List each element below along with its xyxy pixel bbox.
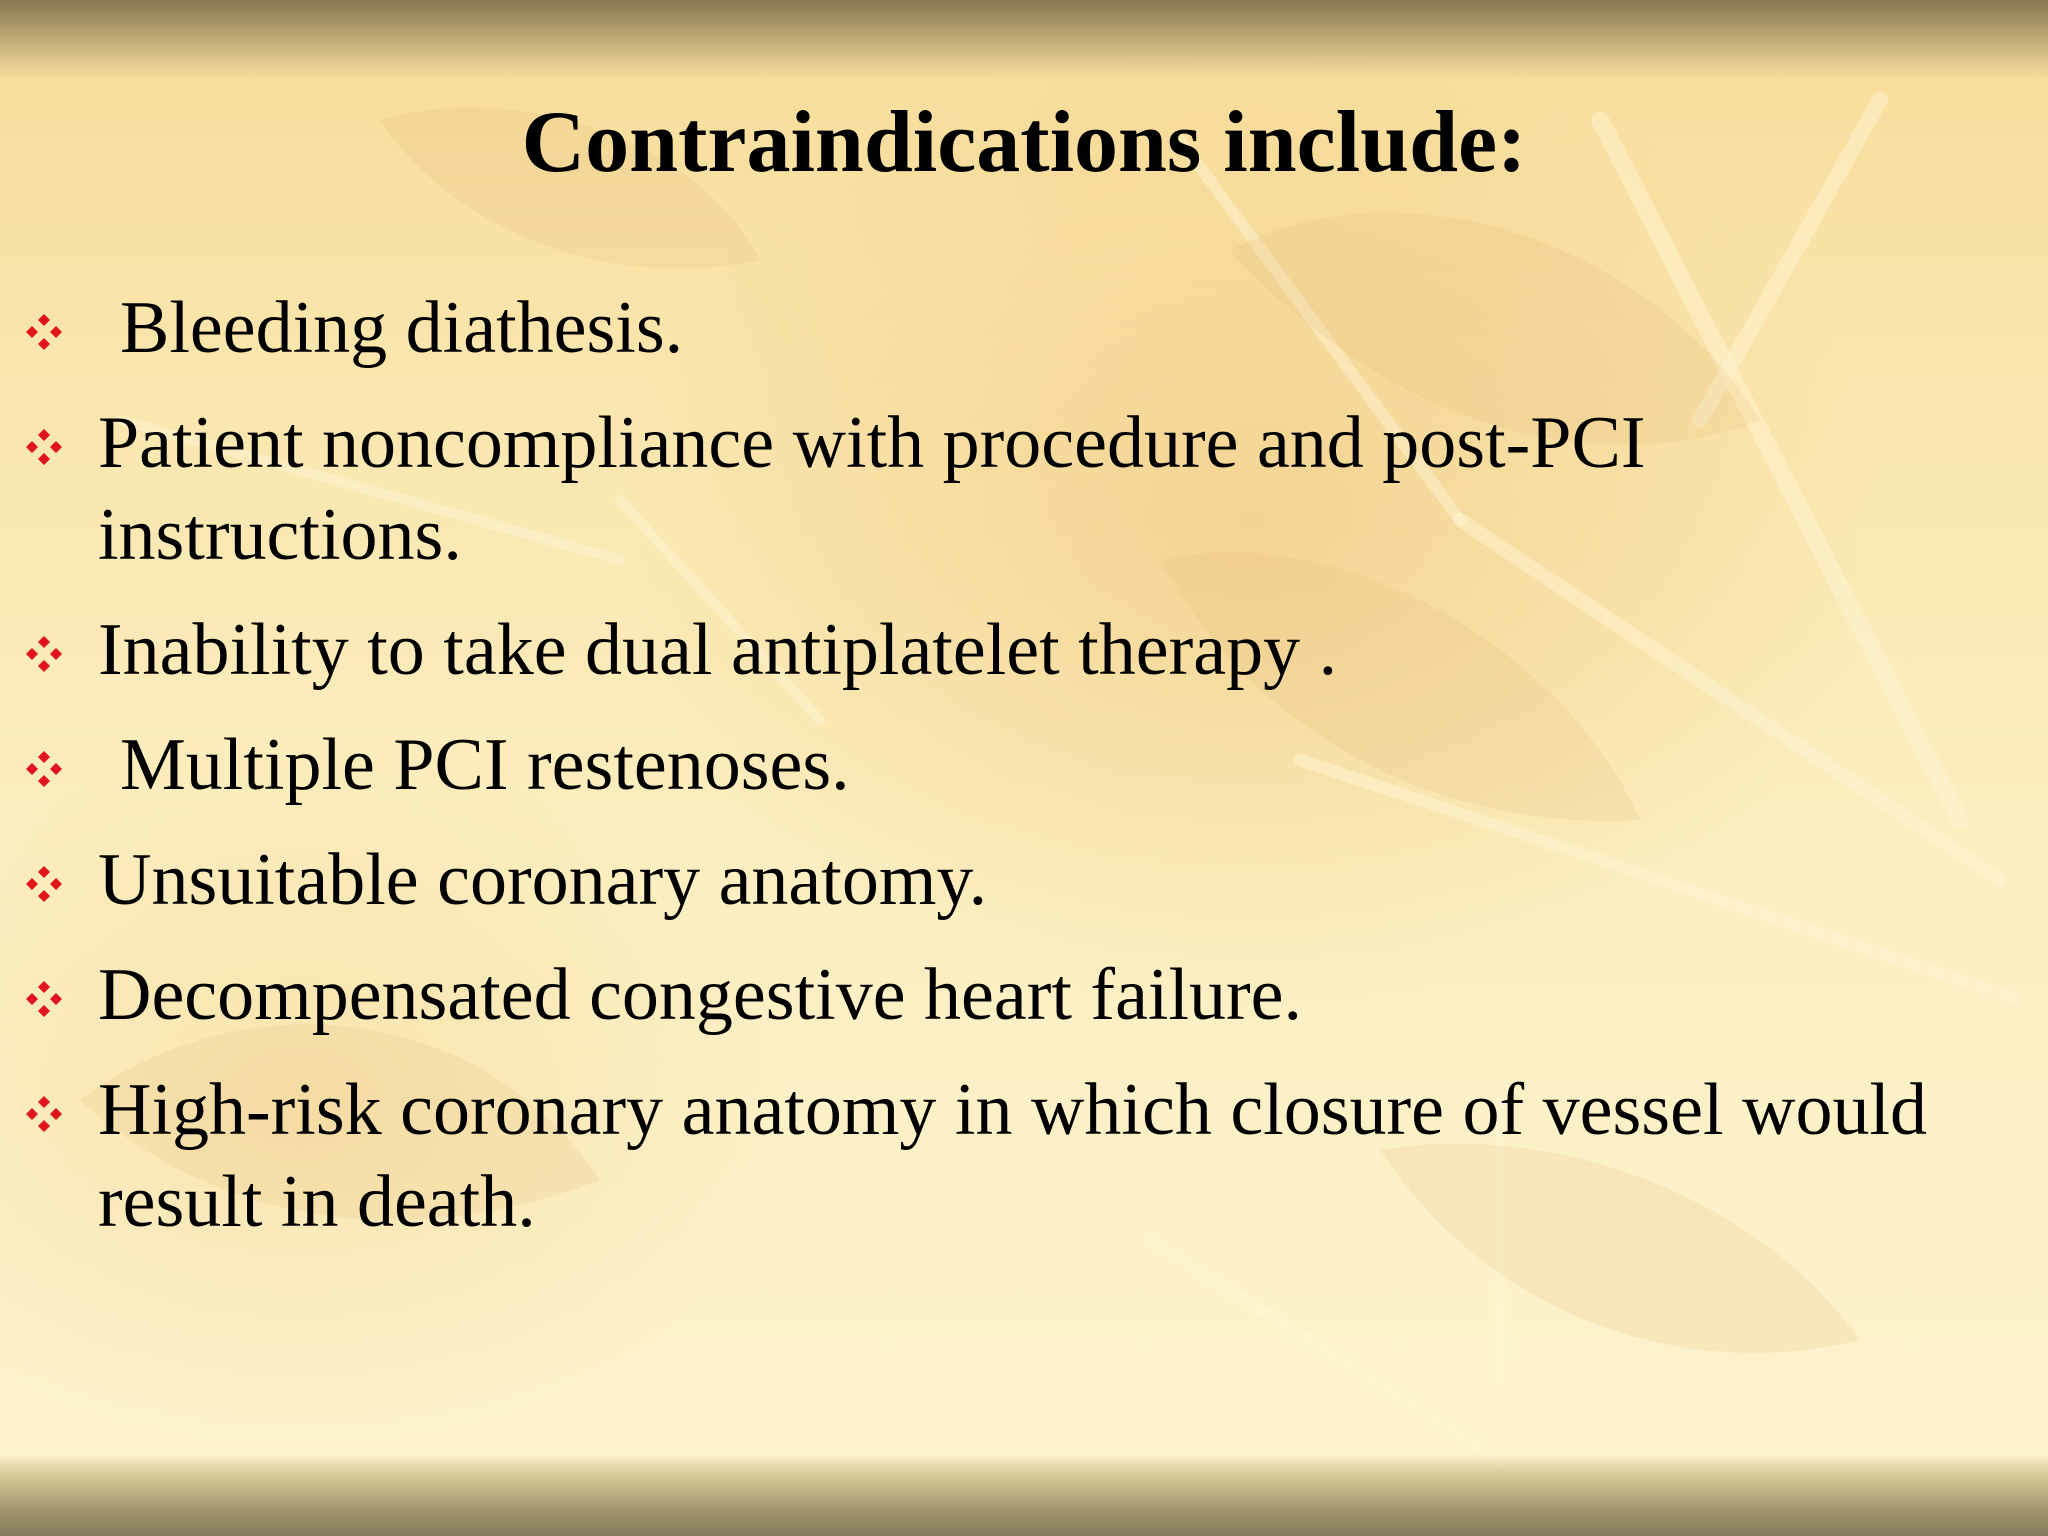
list-item <box>0 604 1960 696</box>
bottom-decorative-band <box>0 1454 2048 1536</box>
red-four-diamond-bullet-icon <box>26 981 62 1017</box>
list-item-text: Decompensated congestive heart failure. <box>98 954 1303 1036</box>
list-item <box>0 397 1960 581</box>
list-item-text: Patient noncompliance with procedure and post-PCI instructions. <box>98 402 1646 576</box>
red-four-diamond-bullet-icon <box>26 314 62 350</box>
list-item <box>0 949 1960 1041</box>
red-four-diamond-bullet-icon <box>26 751 62 787</box>
red-four-diamond-bullet-icon <box>26 1096 62 1132</box>
list-item <box>0 282 1960 374</box>
red-four-diamond-bullet-icon <box>26 866 62 902</box>
list-item-text: Inability to take dual antiplatelet therapy . <box>98 609 1338 691</box>
red-four-diamond-bullet-icon <box>26 636 62 672</box>
slide-title: Contraindications include: <box>521 94 1527 191</box>
red-four-diamond-bullet-icon <box>26 429 62 465</box>
list-item-text: Unsuitable coronary anatomy. <box>98 839 988 921</box>
list-item-text: Multiple PCI restenoses. <box>120 724 850 806</box>
list-item-text: Bleeding diathesis. <box>120 287 684 369</box>
contraindications-list <box>0 282 1960 1271</box>
list-item <box>0 719 1960 811</box>
list-item <box>0 834 1960 926</box>
list-item <box>0 1064 1960 1248</box>
list-item-text: High-risk coronary anatomy in which closure of vessel would result in death. <box>98 1069 1928 1243</box>
